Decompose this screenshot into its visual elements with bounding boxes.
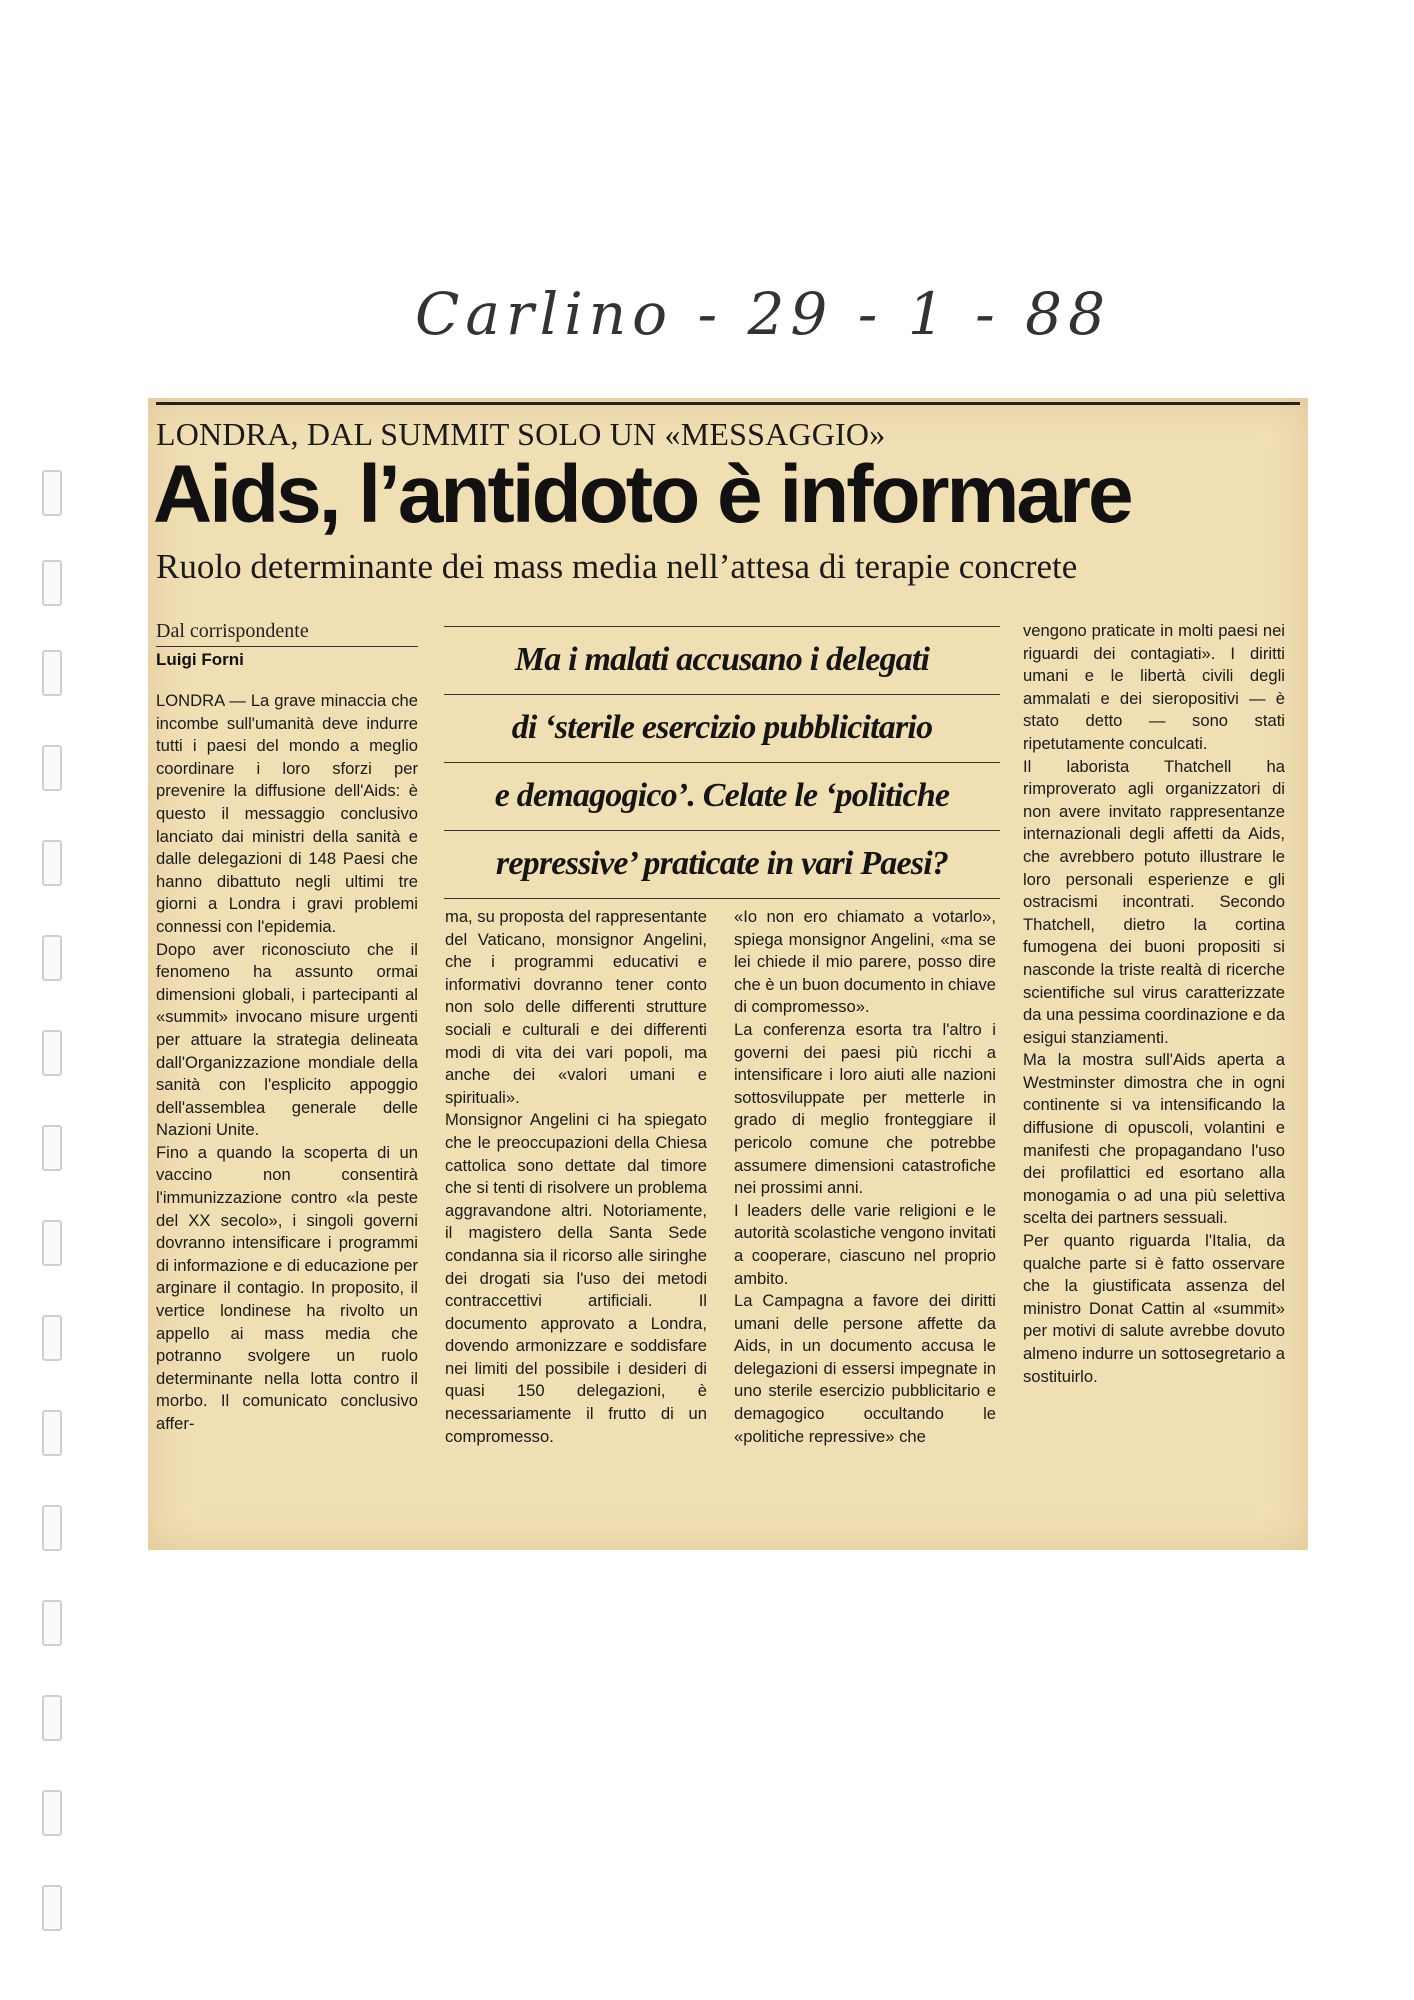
headline: Aids, l’antidoto è informare xyxy=(153,449,1131,540)
paragraph: Per quanto riguarda l'Italia, da qualche parte si è fatto osservare che la giustificata assenza del ministro Donat Cattin al «summit» per motivi di salute avrebbe dovuto almeno indurre un sottosegretario a sostituirlo. xyxy=(1023,1231,1285,1386)
byline-rule xyxy=(156,646,418,647)
paragraph: Dopo aver riconosciuto che il fenomeno ha assunto ormai dimensioni globali, i partecipanti al «summit» invocano misure urgenti per attuare la strategia delineata dall'Organizzazione mondiale della sanità con l'esplicito appoggio dell'assemblea generale delle Nazioni Unite. xyxy=(156,939,418,1140)
top-rule xyxy=(156,402,1300,405)
paragraph: Ma la mostra sull'Aids aperta a Westminster dimostra che in ogni continente si va intensificando la diffusione di opuscoli, volantini e manifesti che propagandano l'uso dei profilattici ed esortano alla monogamia o ad una più selettiva scelta dei partners sessuali. xyxy=(1023,1050,1285,1228)
binder-hole xyxy=(42,1315,62,1361)
paragraph: La conferenza esorta tra l'altro i governi dei paesi più ricchi a intensificare i loro aiuti alle nazioni sottosviluppate per metterle in grado di meglio fronteggiare il pericolo comune che potrebbe assumere dimensioni catastrofiche nei prossimi anni. xyxy=(734,1019,996,1198)
binder-hole xyxy=(42,745,62,791)
paragraph: Monsignor Angelini ci ha spiegato che le preoccupazioni della Chiesa cattolica sono dettate dal timore che si tenti di risolvere un problema aggravandone altri. Notoriamente, il magistero della Santa Sede condanna sia il ricorso alle siringhe dei drogati sia l'uso dei metodi contraccettivi artificiali. Il documento approvato a Londra, dovendo armonizzare e soddisfare nei limiti del possibile i desideri di quasi 150 delegazioni, è necessariamente il frutto di un compromesso. xyxy=(445,1110,707,1446)
paragraph: vengono praticate in molti paesi nei riguardi dei contagiati». I diritti umani e le libertà civili degli ammalati e dei sieropositivi — è stato detto — sono stati ripetutamente conculcati. xyxy=(1023,621,1285,753)
byline-label: Dal corrispondente xyxy=(156,620,309,642)
paragraph: Il laborista Thatchell ha rimproverato agli organizzatori di non avere invitato rappresentanze internazionali degli affetti da Aids, che avrebbero potuto illustrare le loro personali esperienze e gli ostracismi incontrati. Secondo Thatchell, dietro la cortina fumogena dei buoni propositi si nasconde la triste realtà di ricerche scientifiche sul virus caratterizzate da una pessima coordinazione e da esigui stanziamenti. xyxy=(1023,756,1285,1047)
binder-hole xyxy=(42,1125,62,1171)
byline-author: Luigi Forni xyxy=(156,650,244,669)
paragraph: LONDRA — La grave minaccia che incombe sull'umanità deve indurre tutti i paesi del mondo a meglio coordinare i loro sforzi per prevenire la diffusione dell'Aids: è questo il messaggio conclusivo lanciato dai ministri della sanità e dalle delegazioni di 148 Paesi che hanno dibattuto negli ultimi tre giorni a Londra i gravi problemi connessi con l'epidemia. xyxy=(156,691,418,936)
paragraph: Fino a quando la scoperta di un vaccino non consentirà l'immunizzazione contro «la peste del XX secolo», i singoli governi dovranno intensificare i programmi di informazione e di educazione per arginare il contagio. In proposito, il vertice londinese ha rivolto un appello ai mass media che potranno svolgere un ruolo determinante nella lotta contro il morbo. Il comunicato conclusivo affer- xyxy=(156,1142,418,1433)
binder-hole xyxy=(42,1600,62,1646)
paragraph: I leaders delle varie religioni e le autorità scolastiche vengono invitati a cooperare, ciascuno nel proprio ambito. xyxy=(734,1200,996,1288)
paragraph: La Campagna a favore dei diritti umani delle persone affette da Aids, in un documento accusa le delegazioni di essersi impegnate in uno sterile esercizio pubblicitario e demagogico occultando le «politiche repressive» che xyxy=(734,1291,996,1446)
pull-quote xyxy=(444,626,1000,899)
article-column-2 xyxy=(445,906,707,1448)
pull-quote-line: di ‘sterile esercizio pubblicitario xyxy=(444,694,1000,762)
pull-quote-line: Ma i malati accusano i delegati xyxy=(444,626,1000,694)
kicker: LONDRA, DAL SUMMIT SOLO UN «MESSAGGIO» xyxy=(156,416,886,452)
binder-hole xyxy=(42,1505,62,1551)
paragraph: «Io non ero chiamato a votarlo», spiega monsignor Angelini, «ma se lei chiede il mio parere, posso dire che è un buon documento in chiave di compromesso». xyxy=(734,907,996,1017)
binder-hole xyxy=(42,1410,62,1456)
binder-hole xyxy=(42,1220,62,1266)
binder-hole xyxy=(42,1885,62,1931)
article-column-3 xyxy=(734,906,996,1448)
subhead: Ruolo determinante dei mass media nell’attesa di terapie concrete xyxy=(156,547,1078,586)
pull-quote-line: repressive’ praticate in vari Paesi? xyxy=(444,830,1000,898)
binder-hole xyxy=(42,650,62,696)
binder-hole xyxy=(42,935,62,981)
paragraph: ma, su proposta del rappresentante del Vaticano, monsignor Angelini, che i programmi educativi e informativi dovranno tener conto non solo delle differenti strutture sociali e culturali e dei differenti modi di vita dei vari popoli, ma anche dei «valori umani e spirituali». xyxy=(445,907,707,1107)
handwritten-source-note: Carlino - 29 - 1 - 88 xyxy=(415,280,1111,348)
binder-hole xyxy=(42,1695,62,1741)
binder-hole xyxy=(42,840,62,886)
newspaper-clipping xyxy=(148,398,1308,1550)
binder-hole xyxy=(42,560,62,606)
binder-hole xyxy=(42,470,62,516)
pull-quote-rule xyxy=(444,898,1000,899)
article-column-1 xyxy=(156,690,418,1436)
pull-quote-line: e demagogico’. Celate le ‘politiche xyxy=(444,762,1000,830)
binder-hole xyxy=(42,1790,62,1836)
binder-hole xyxy=(42,1030,62,1076)
article-column-4 xyxy=(1023,620,1285,1388)
